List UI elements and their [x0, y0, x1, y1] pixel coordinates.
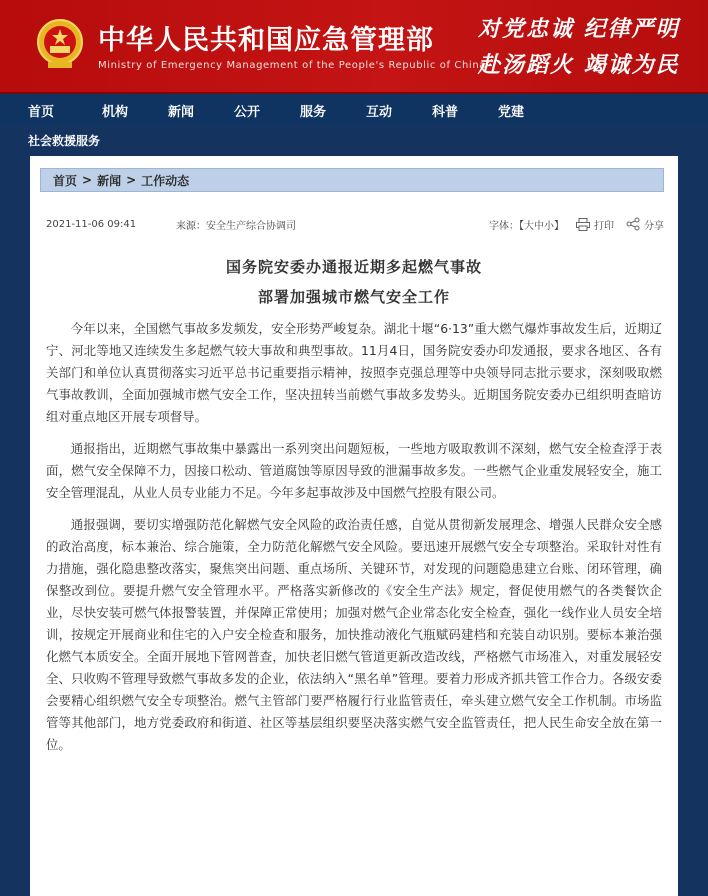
article-title-line-2: 部署加强城市燃气安全工作 [257, 288, 450, 306]
printer-icon [576, 218, 590, 231]
nav-item-interaction[interactable]: 互动 [365, 104, 392, 120]
slogan-line-2: 赴汤蹈火 竭诚为民 [478, 52, 680, 78]
site-subtitle: Ministry of Emergency Management of the People's Republic of China [98, 60, 486, 71]
national-emblem-icon[interactable] [36, 18, 84, 70]
breadcrumb-current[interactable]: 工作动态 [141, 173, 190, 188]
nav-item-science[interactable]: 科普 [431, 104, 458, 120]
print-button[interactable] [576, 217, 614, 232]
nav-item-news[interactable]: 新闻 [167, 104, 194, 120]
nav-item-public[interactable]: 公开 [233, 104, 260, 120]
article-meta [46, 214, 664, 234]
nav-item-service[interactable]: 服务 [299, 104, 326, 120]
share-label: 分享 [644, 220, 664, 232]
print-label: 打印 [594, 220, 614, 232]
article-title-line-1: 国务院安委办通报近期多起燃气事故 [225, 258, 482, 276]
site-header [0, 0, 708, 92]
share-icon [626, 217, 640, 231]
share-button[interactable] [626, 217, 664, 232]
nav-item-party[interactable]: 党建 [497, 104, 524, 120]
sub-bar [0, 126, 708, 154]
breadcrumb [40, 168, 664, 192]
article-paragraph: 通报强调，要切实增强防范化解燃气安全风险的政治责任感，自觉从贯彻新发展理念、增强人民群众安全感的政治高度，标本兼治、综合施策，全力防范化解燃气安全风险。要迅速开展燃气安全专项整治。采取针对性有力措施，强化隐患整改落实，聚焦突出问题、重点场所、关键环节，对发现的问题隐患建立台账、闭环管理，确保整改到位。要提升燃气安全管理水平。严格落实新修改的《安全生产法》规定，督促使用燃气的各类餐饮企业，尽快安装可燃气体报警装置，并保障正常使用；加强对燃气企业常态化安全检查，强化一线作业人员安全培训，按规定开展商业和住宅的入户安全检查和服务，加快推动液化气瓶赋码建档和充装自动识别。要标本兼治强化燃气本质安全。全面开展地下管网普查，加快老旧燃气管道更新改造改线，严格燃气市场准入，对重发展轻安全、只收购不管理导致燃气事故多发的企业，依法纳入“黑名单”管理。要着力形成齐抓共管工作合力。各级安委会要精心组织燃气安全专项整治。燃气主管部门要严格履行行业监管责任，牵头建立燃气安全工作机制。市场监管等其他部门，地方党委政府和街道、社区等基层组织要坚决落实燃气安全监管责任，把人民生命安全放在第一位。 [46, 517, 662, 752]
article-source: 来源：安全生产综合协调司 [176, 220, 296, 232]
slogan-line-1: 对党忠诚 纪律严明 [478, 16, 680, 42]
article-paragraph: 今年以来，全国燃气事故多发频发，安全形势严峻复杂。湖北十堰“6·13”重大燃气爆炸事故发生后，近期辽宁、河北等地又连续发生多起燃气较大事故和典型事故。11月4日，国务院安委办印发通报，要求各地区、各有关部门和单位认真贯彻落实习近平总书记重要指示精神，按照李克强总理等中央领导同志批示要求，深刻吸取燃气事故教训，全面加强城市燃气安全工作，坚决扭转当前燃气事故多发势头。近期国务院安委办已组织明查暗访组对重点地区开展专项督导。 [46, 321, 662, 424]
article-body [46, 318, 662, 766]
main-nav [0, 92, 708, 126]
content-panel [30, 156, 678, 896]
font-size-switcher[interactable]: 字体：【大中小】 [489, 220, 564, 232]
publish-date: 2021-11-06 09:41 [46, 218, 137, 230]
breadcrumb-separator: > [82, 173, 93, 187]
sub-bar-link[interactable]: 社会救援服务 [28, 133, 101, 148]
breadcrumb-separator: > [126, 173, 137, 187]
article-paragraph: 通报指出，近期燃气事故集中暴露出一系列突出问题短板，一些地方吸取教训不深刻，燃气安全检查浮于表面，燃气安全保障不力，因接口松动、管道腐蚀等原因导致的泄漏事故多发。一些燃气企业重发展轻安全，施工安全管理混乱，从业人员专业能力不足。今年多起事故涉及中国燃气控股有限公司。 [46, 441, 662, 500]
breadcrumb-news[interactable]: 新闻 [97, 173, 122, 188]
nav-item-organization[interactable]: 机构 [101, 104, 128, 120]
site-title[interactable]: 中华人民共和国应急管理部 [98, 25, 434, 56]
nav-item-home[interactable]: 首页 [27, 104, 54, 120]
breadcrumb-home[interactable]: 首页 [53, 173, 78, 188]
